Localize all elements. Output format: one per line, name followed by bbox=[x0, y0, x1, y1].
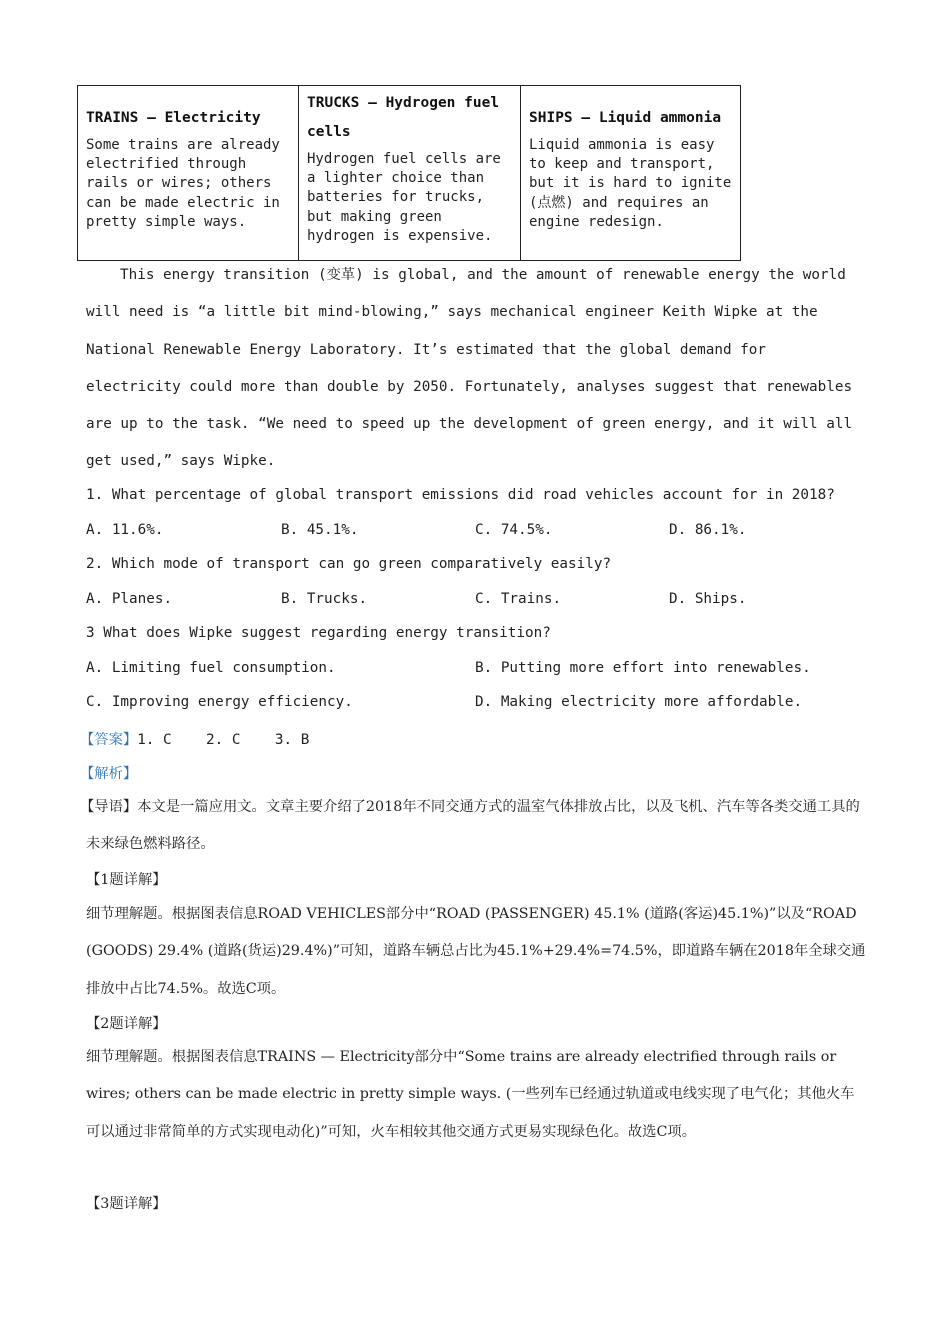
q3-option-a: A. Limiting fuel consumption. bbox=[86, 660, 336, 676]
analysis-heading bbox=[80, 763, 137, 783]
answer-text: 1. C 2. C 3. B bbox=[137, 732, 310, 748]
cell-body: Liquid ammonia is easy to keep and transport, but it is hard to ignite (点燃) and requires an engine redesign. bbox=[529, 137, 732, 230]
cell-title: TRUCKS — Hydrogen fuel cells bbox=[307, 95, 500, 140]
cell-title: TRAINS — Electricity bbox=[86, 110, 261, 126]
passage-paragraph: This energy transition (变革) is global, and the amount of renewable energy the world will need is “a little bit mind-blowing,” says mechanical engineer Keith Wipke at the National Renewable Energy Laboratory. It’s estimated that the global demand for electricity could more than double by 2050. Fortunately, analyses suggest that renewables are up to the task. “We need to speed up the development of green energy, and it will all get used,” says Wipke. bbox=[86, 267, 853, 470]
q1-option-b: B. 45.1%. bbox=[281, 522, 359, 538]
q2-option-b: B. Trucks. bbox=[281, 591, 368, 607]
question-1-stem: 1. What percentage of global transport emissions did road vehicles account for in 2018? bbox=[86, 487, 835, 503]
q2-option-c: C. Trains. bbox=[475, 591, 562, 607]
detail-1-paragraph: 细节理解题。根据图表信息ROAD VEHICLES部分中“ROAD (PASSENGER) 45.1% (道路(客运)45.1%)”以及“ROAD (GOODS) 29.4% (道路(货运)29.4%)”可知，道路车辆总占比为45.1%+29.4%=74.5%，即道路车辆在2018年全球交通排放中占比74.5%。故选C项。 bbox=[86, 906, 866, 997]
detail-1-heading: 【1题详解】 bbox=[86, 872, 167, 888]
transport-fuel-table bbox=[77, 85, 741, 261]
table-cell-trucks bbox=[298, 86, 520, 260]
cell-title: SHIPS — Liquid ammonia bbox=[529, 110, 722, 126]
detail-2-heading: 【2题详解】 bbox=[86, 1016, 167, 1032]
detail-3-heading: 【3题详解】 bbox=[86, 1196, 167, 1212]
question-2-stem: 2. Which mode of transport can go green comparatively easily? bbox=[86, 556, 612, 572]
question-3-stem: 3 What does Wipke suggest regarding energy transition? bbox=[86, 625, 551, 641]
guide-label: 【导语】 bbox=[80, 799, 138, 815]
analysis-label: 【解析】 bbox=[80, 766, 138, 782]
answer-label: 【答案】 bbox=[80, 732, 138, 748]
guide-paragraph bbox=[80, 789, 866, 864]
q1-option-d: D. 86.1%. bbox=[669, 522, 747, 538]
q3-option-b: B. Putting more effort into renewables. bbox=[475, 660, 811, 676]
cell-body: Some trains are already electrified through rails or wires; others can be made electric in pretty simple ways. bbox=[86, 137, 280, 230]
q1-option-c: C. 74.5%. bbox=[475, 522, 553, 538]
cell-body: Hydrogen fuel cells are a lighter choice than batteries for trucks, but making green hydrogen is expensive. bbox=[307, 151, 501, 244]
table-cell-ships bbox=[520, 86, 740, 260]
q3-option-d: D. Making electricity more affordable. bbox=[475, 694, 803, 710]
q1-option-a: A. 11.6%. bbox=[86, 522, 164, 538]
answer-line bbox=[80, 729, 309, 749]
guide-text: 本文是一篇应用文。文章主要介绍了2018年不同交通方式的温室气体排放占比，以及飞机、汽车等各类交通工具的未来绿色燃料路径。 bbox=[86, 799, 860, 853]
table-cell-trains bbox=[78, 86, 298, 260]
q2-option-d: D. Ships. bbox=[669, 591, 747, 607]
q2-option-a: A. Planes. bbox=[86, 591, 173, 607]
q3-option-c: C. Improving energy efficiency. bbox=[86, 694, 353, 710]
detail-2-paragraph: 细节理解题。根据图表信息TRAINS — Electricity部分中“Some trains are already electrified through rails or wires; others can be made electric in pretty simple ways. (一些列车已经通过轨道或电线实现了电气化；其他火车可以通过非常简单的方式实现电动化)”可知，火车相较其他交通方式更易实现绿色化。故选C项。 bbox=[86, 1049, 855, 1140]
